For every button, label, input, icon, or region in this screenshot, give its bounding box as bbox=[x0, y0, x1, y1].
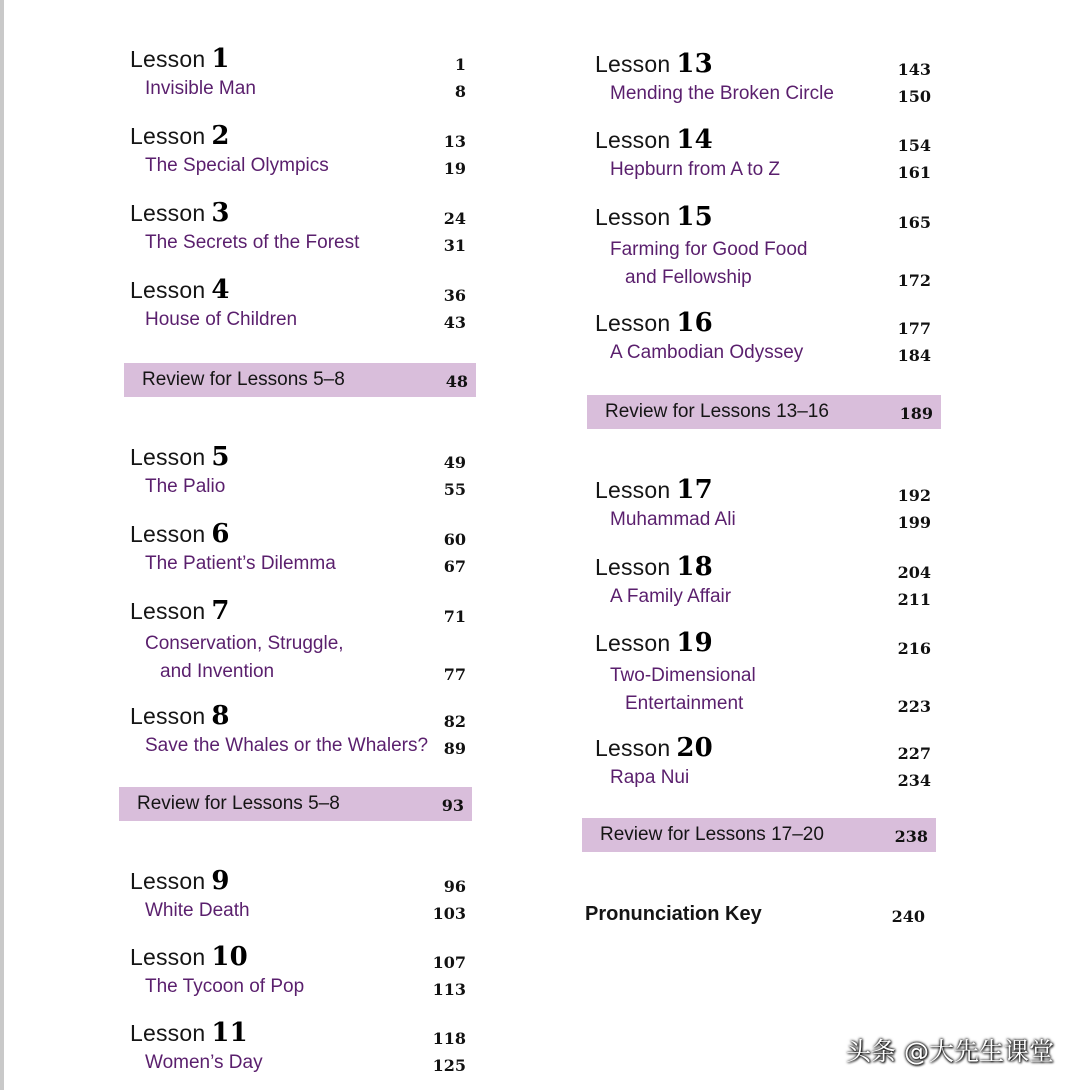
page-number: 89 bbox=[443, 739, 466, 758]
reading-entry[interactable] bbox=[583, 157, 943, 187]
reading-title: Muhammad Ali bbox=[610, 509, 736, 530]
lesson-number: 4 bbox=[211, 275, 230, 305]
reading-title: The Tycoon of Pop bbox=[145, 976, 305, 997]
page-number: 19 bbox=[443, 159, 466, 178]
reading-entry[interactable] bbox=[118, 153, 478, 183]
lesson-word: Lesson bbox=[595, 630, 671, 656]
lesson-number: 17 bbox=[676, 475, 713, 505]
page-number: 177 bbox=[897, 319, 931, 338]
page-number: 103 bbox=[432, 904, 466, 923]
lesson-heading[interactable] bbox=[118, 1016, 478, 1050]
lesson-heading[interactable] bbox=[118, 42, 478, 76]
review-label: Review for Lessons 17–20 bbox=[600, 824, 824, 845]
page-number: 125 bbox=[432, 1056, 466, 1075]
page-number: 227 bbox=[897, 744, 931, 763]
reading-entry[interactable] bbox=[118, 307, 478, 337]
reading-title-line-1: Farming for Good Food bbox=[610, 239, 808, 260]
lesson-heading[interactable] bbox=[583, 731, 943, 765]
reading-title: The Secrets of the Forest bbox=[145, 232, 360, 253]
reading-entry[interactable] bbox=[583, 507, 943, 537]
review-entry[interactable] bbox=[582, 818, 936, 852]
page-number: 172 bbox=[897, 271, 931, 290]
lesson-word: Lesson bbox=[595, 477, 671, 503]
lesson-number: 2 bbox=[211, 121, 230, 151]
lesson-heading[interactable] bbox=[118, 517, 478, 551]
page-number: 107 bbox=[432, 953, 466, 972]
reading-title: Hepburn from A to Z bbox=[610, 159, 781, 180]
lesson-word: Lesson bbox=[595, 310, 671, 336]
page-number: 48 bbox=[445, 372, 468, 391]
review-entry[interactable] bbox=[124, 363, 476, 397]
reading-entry[interactable] bbox=[118, 474, 478, 504]
reading-title: A Cambodian Odyssey bbox=[610, 342, 804, 363]
page-number: 184 bbox=[897, 346, 931, 365]
reading-entry-continued[interactable] bbox=[118, 659, 478, 689]
reading-title: The Special Olympics bbox=[145, 155, 329, 176]
lesson-number: 16 bbox=[676, 308, 713, 338]
lesson-word: Lesson bbox=[595, 204, 671, 230]
reading-title: Mending the Broken Circle bbox=[610, 83, 834, 104]
lesson-number: 10 bbox=[211, 942, 248, 972]
lesson-word: Lesson bbox=[130, 46, 206, 72]
reading-entry[interactable] bbox=[583, 584, 943, 614]
lesson-heading[interactable] bbox=[118, 594, 478, 628]
source-watermark: 头条 @大先生课堂 bbox=[846, 1037, 1054, 1066]
page-number: 204 bbox=[897, 563, 931, 582]
lesson-word: Lesson bbox=[130, 521, 206, 547]
review-label: Review for Lessons 13–16 bbox=[605, 401, 829, 422]
pronunciation-key-entry[interactable] bbox=[583, 899, 943, 933]
lesson-number: 1 bbox=[211, 44, 230, 74]
page-number: 240 bbox=[891, 907, 925, 926]
lesson-number: 18 bbox=[676, 552, 713, 582]
page-number: 199 bbox=[897, 513, 931, 532]
lesson-heading[interactable] bbox=[118, 940, 478, 974]
page-number: 234 bbox=[897, 771, 931, 790]
reading-entry[interactable] bbox=[118, 76, 478, 106]
reading-title-line-2: Entertainment bbox=[625, 693, 744, 714]
page-number: 8 bbox=[454, 82, 466, 101]
reading-title: Women’s Day bbox=[145, 1052, 263, 1073]
lesson-number: 6 bbox=[211, 519, 230, 549]
page-number: 223 bbox=[897, 697, 931, 716]
lesson-number: 11 bbox=[211, 1018, 248, 1048]
page-number: 55 bbox=[443, 480, 466, 499]
reading-entry[interactable] bbox=[118, 974, 478, 1004]
reading-entry[interactable] bbox=[118, 631, 478, 661]
page-number: 238 bbox=[894, 827, 928, 846]
reading-entry[interactable] bbox=[583, 765, 943, 795]
lesson-number: 8 bbox=[211, 701, 230, 731]
lesson-word: Lesson bbox=[595, 554, 671, 580]
page-number: 82 bbox=[443, 712, 466, 731]
page-number: 49 bbox=[443, 453, 466, 472]
reading-entry[interactable] bbox=[583, 340, 943, 370]
reading-title: Rapa Nui bbox=[610, 767, 690, 788]
reading-title: White Death bbox=[145, 900, 250, 921]
page-number: 165 bbox=[897, 213, 931, 232]
review-entry[interactable] bbox=[587, 395, 941, 429]
page-number: 43 bbox=[443, 313, 466, 332]
reading-title: The Palio bbox=[145, 476, 226, 497]
lesson-heading[interactable] bbox=[583, 306, 943, 340]
page-number: 24 bbox=[443, 209, 466, 228]
page-number: 192 bbox=[897, 486, 931, 505]
reading-entry[interactable] bbox=[118, 898, 478, 928]
lesson-word: Lesson bbox=[130, 944, 206, 970]
reading-entry[interactable] bbox=[118, 733, 478, 763]
lesson-word: Lesson bbox=[130, 598, 206, 624]
lesson-number: 20 bbox=[676, 733, 713, 763]
lesson-heading[interactable] bbox=[583, 550, 943, 584]
lesson-number: 7 bbox=[211, 596, 230, 626]
page-number: 96 bbox=[443, 877, 466, 896]
page-number: 60 bbox=[443, 530, 466, 549]
page-number: 211 bbox=[897, 590, 931, 609]
reading-title: The Patient’s Dilemma bbox=[145, 553, 336, 574]
lesson-heading[interactable] bbox=[583, 123, 943, 157]
lesson-word: Lesson bbox=[595, 51, 671, 77]
lesson-number: 9 bbox=[211, 866, 230, 896]
reading-title-line-2: and Fellowship bbox=[625, 267, 752, 288]
reading-entry[interactable] bbox=[583, 237, 943, 267]
lesson-number: 19 bbox=[676, 628, 713, 658]
reading-title-line-1: Two-Dimensional bbox=[610, 665, 756, 686]
page-number: 150 bbox=[897, 87, 931, 106]
lesson-number: 15 bbox=[676, 202, 713, 232]
lesson-word: Lesson bbox=[130, 703, 206, 729]
reading-entry[interactable] bbox=[583, 663, 943, 693]
lesson-word: Lesson bbox=[130, 123, 206, 149]
page-number: 161 bbox=[897, 163, 931, 182]
page-edge bbox=[0, 0, 4, 1090]
page-number: 13 bbox=[443, 132, 466, 151]
page-number: 118 bbox=[432, 1029, 466, 1048]
page-number: 143 bbox=[897, 60, 931, 79]
pronunciation-key-label: Pronunciation Key bbox=[585, 903, 762, 925]
page-number: 71 bbox=[443, 607, 466, 626]
reading-entry-continued[interactable] bbox=[583, 265, 943, 295]
lesson-heading[interactable] bbox=[118, 440, 478, 474]
lesson-number: 3 bbox=[211, 198, 230, 228]
lesson-heading[interactable] bbox=[583, 200, 943, 234]
reading-entry[interactable] bbox=[118, 1050, 478, 1080]
lesson-word: Lesson bbox=[595, 735, 671, 761]
page-number: 154 bbox=[897, 136, 931, 155]
lesson-number: 14 bbox=[676, 125, 713, 155]
lesson-word: Lesson bbox=[130, 200, 206, 226]
reading-entry-continued[interactable] bbox=[583, 691, 943, 721]
page-number: 1 bbox=[454, 55, 466, 74]
page-number: 31 bbox=[443, 236, 466, 255]
reading-entry[interactable] bbox=[118, 551, 478, 581]
reading-title-line-2: and Invention bbox=[160, 661, 275, 682]
lesson-heading[interactable] bbox=[118, 196, 478, 230]
lesson-number: 13 bbox=[676, 49, 713, 79]
page-number: 77 bbox=[443, 665, 466, 684]
reading-title: Invisible Man bbox=[145, 78, 256, 99]
page-number: 67 bbox=[443, 557, 466, 576]
reading-entry[interactable] bbox=[583, 81, 943, 111]
lesson-heading[interactable] bbox=[583, 626, 943, 660]
lesson-word: Lesson bbox=[130, 868, 206, 894]
lesson-word: Lesson bbox=[130, 1020, 206, 1046]
lesson-number: 5 bbox=[211, 442, 230, 472]
lesson-heading[interactable] bbox=[118, 119, 478, 153]
reading-title: Save the Whales or the Whalers? bbox=[145, 735, 429, 756]
lesson-word: Lesson bbox=[130, 277, 206, 303]
page-number: 216 bbox=[897, 639, 931, 658]
page-number: 93 bbox=[441, 796, 464, 815]
review-label: Review for Lessons 5–8 bbox=[142, 369, 345, 390]
reading-title: House of Children bbox=[145, 309, 298, 330]
reading-title-line-1: Conservation, Struggle, bbox=[145, 633, 344, 654]
lesson-word: Lesson bbox=[130, 444, 206, 470]
page-number: 113 bbox=[432, 980, 466, 999]
lesson-word: Lesson bbox=[595, 127, 671, 153]
lesson-heading[interactable] bbox=[118, 864, 478, 898]
page-number: 189 bbox=[899, 404, 933, 423]
reading-entry[interactable] bbox=[118, 230, 478, 260]
page-number: 36 bbox=[443, 286, 466, 305]
lesson-heading[interactable] bbox=[583, 473, 943, 507]
review-label: Review for Lessons 5–8 bbox=[137, 793, 340, 814]
reading-title: A Family Affair bbox=[610, 586, 732, 607]
review-entry[interactable] bbox=[119, 787, 472, 821]
lesson-heading[interactable] bbox=[118, 699, 478, 733]
lesson-heading[interactable] bbox=[583, 47, 943, 81]
lesson-heading[interactable] bbox=[118, 273, 478, 307]
